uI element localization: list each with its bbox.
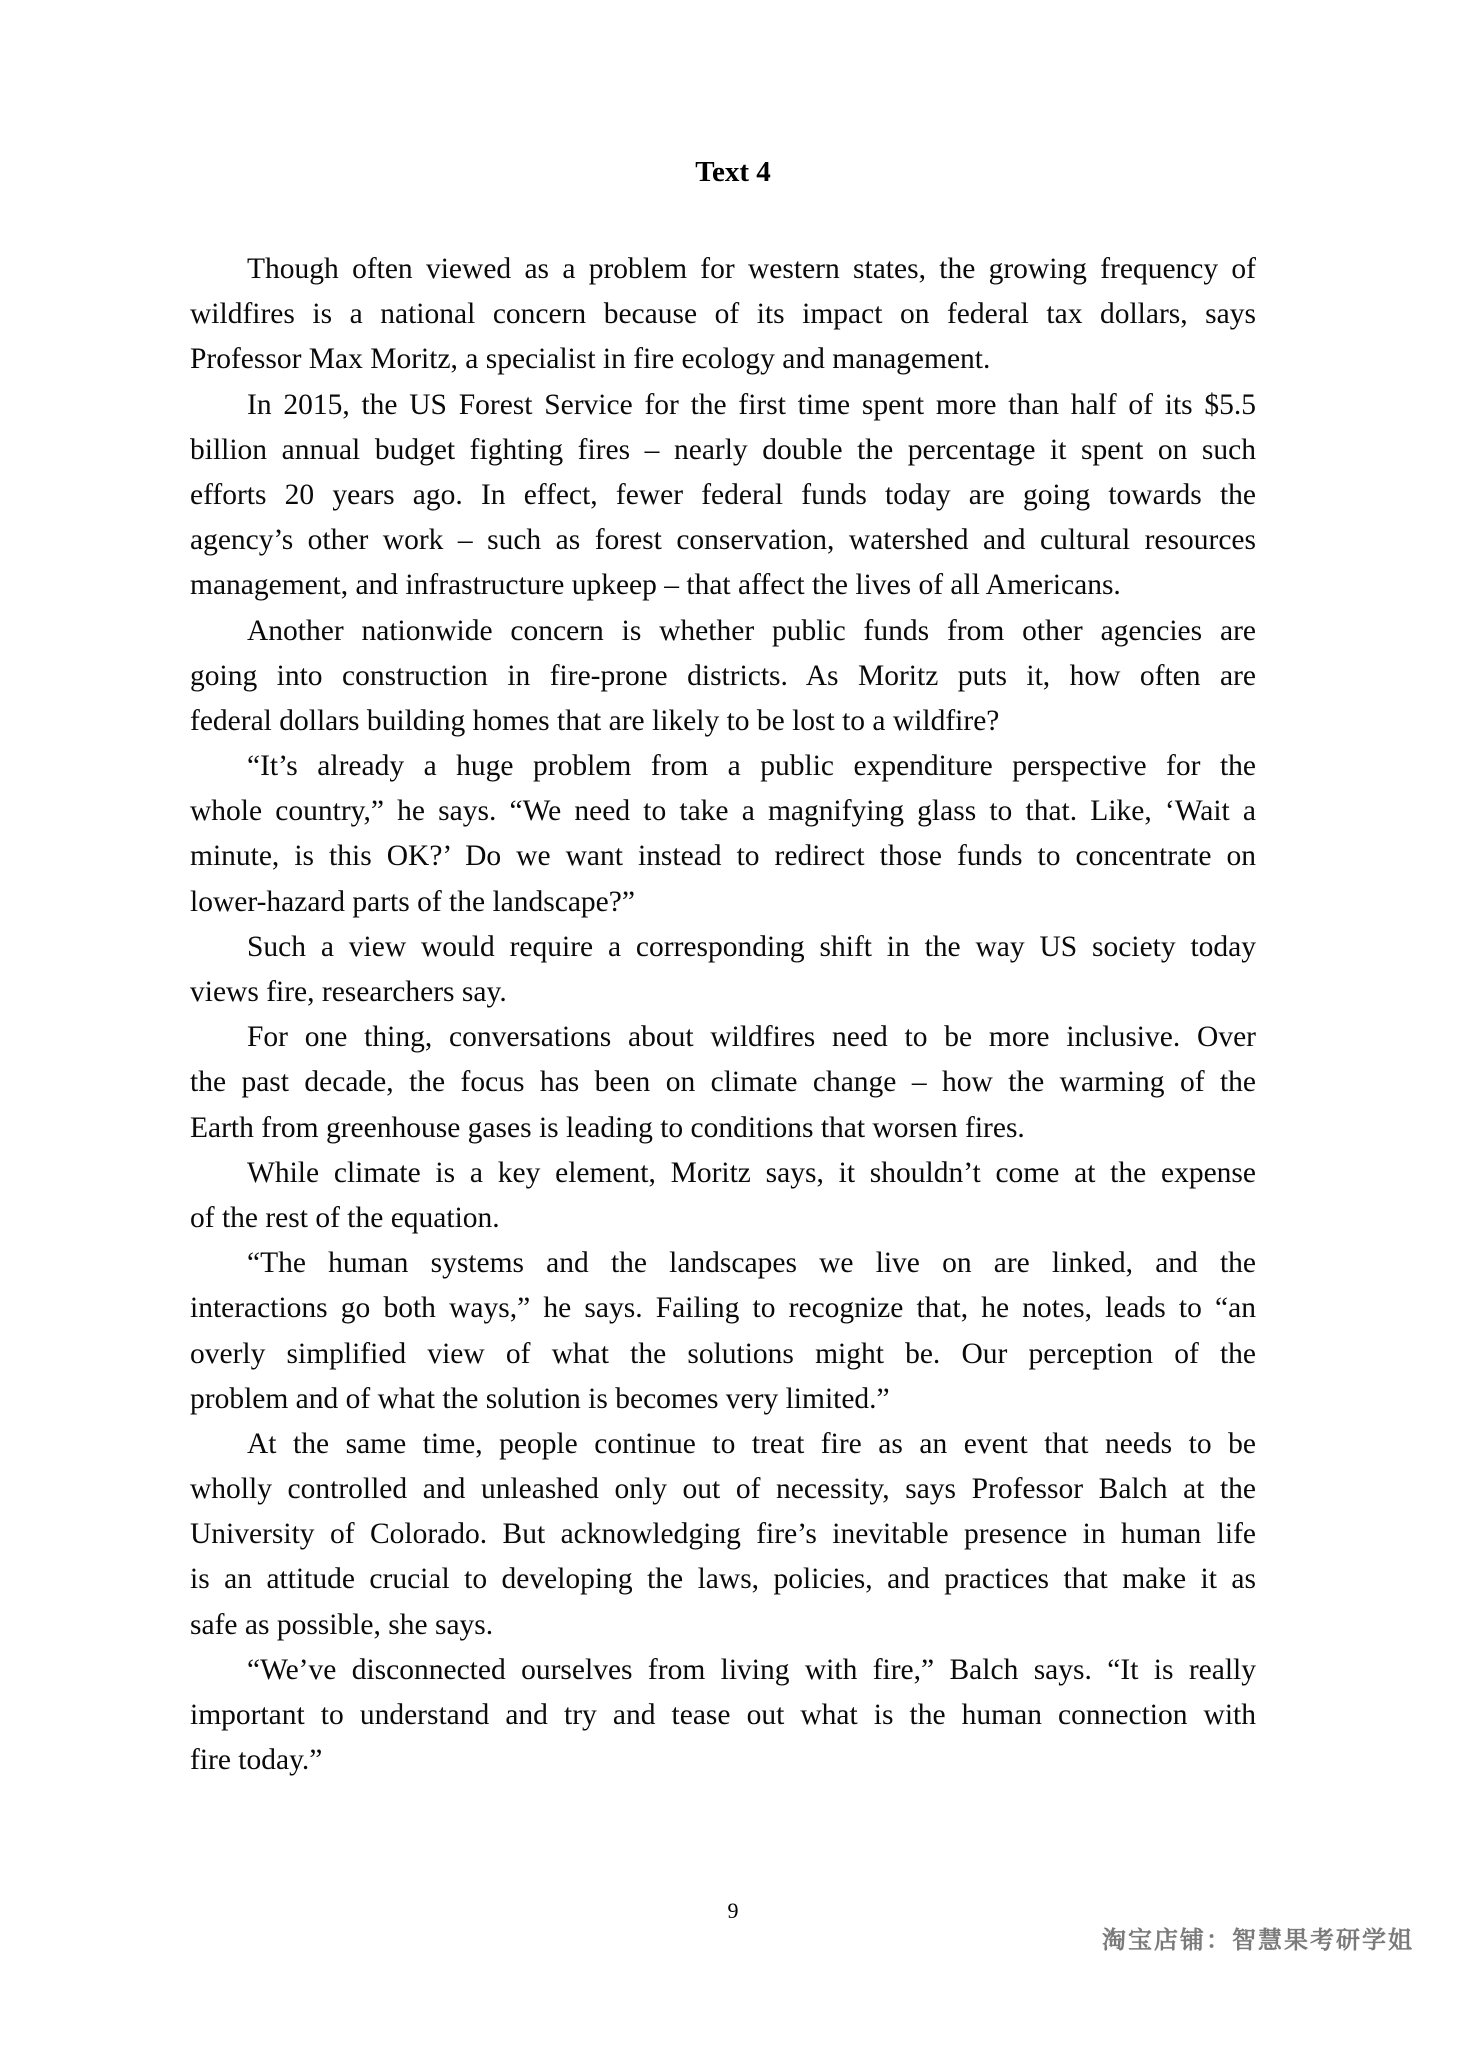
text-line-content: the past decade, the focus has been on climate change – how the warming of the	[190, 1066, 1256, 1099]
paragraph	[190, 247, 1256, 383]
text-line-content: is an attitude crucial to developing the laws, policies, and practices that make it as	[190, 1563, 1256, 1596]
text-line-content: management, and infrastructure upkeep – that affect the lives of all Americans.	[190, 569, 1121, 602]
text-line	[190, 1286, 1256, 1331]
text-line	[190, 1512, 1256, 1557]
text-line-content: efforts 20 years ago. In effect, fewer federal funds today are going towards the	[190, 478, 1256, 511]
text-line	[190, 337, 1256, 382]
text-line-content: While climate is a key element, Moritz says, it shouldn’t come at the expense	[247, 1156, 1256, 1189]
page-number: 9	[727, 1898, 739, 1923]
paragraph	[190, 1241, 1256, 1422]
text-line-content: important to understand and try and tease out what is the human connection with	[190, 1699, 1256, 1731]
text-line	[190, 1151, 1256, 1196]
paragraph	[190, 1151, 1256, 1241]
text-line	[190, 1060, 1256, 1105]
text-line-content: overly simplified view of what the solutions might be. Our perception of the	[190, 1337, 1256, 1370]
article-body	[190, 247, 1256, 1783]
text-line-content: of the rest of the equation.	[190, 1201, 500, 1234]
text-line	[190, 1241, 1256, 1286]
text-line	[190, 518, 1256, 563]
text-line	[190, 292, 1256, 337]
text-line-content: In 2015, the US Forest Service for the first time spent more than half of its $5.5	[247, 388, 1256, 421]
text-line	[190, 1196, 1256, 1241]
text-line	[190, 473, 1256, 518]
text-line	[190, 383, 1256, 428]
shop-watermark: 淘宝店铺：智慧果考研学姐	[1102, 1926, 1414, 1954]
text-line-content: wholly controlled and unleashed only out of necessity, says Professor Balch at the	[190, 1473, 1256, 1506]
text-line	[190, 654, 1256, 699]
paragraph	[190, 609, 1256, 745]
text-line	[190, 1015, 1256, 1060]
paragraph	[190, 1648, 1256, 1784]
text-line	[190, 1603, 1256, 1648]
text-line	[190, 699, 1256, 744]
paragraph	[190, 925, 1256, 1015]
text-line-content: fire today.”	[190, 1744, 323, 1777]
text-line-content: Earth from greenhouse gases is leading to conditions that worsen fires.	[190, 1111, 1025, 1144]
text-line-content: “It’s already a huge problem from a public expenditure perspective for the	[247, 750, 1256, 783]
text-line	[190, 834, 1256, 879]
paragraph	[190, 1422, 1256, 1648]
text-line	[190, 970, 1256, 1015]
text-line-content: Though often viewed as a problem for western states, the growing frequency of	[247, 253, 1256, 285]
text-line-content: Another nationwide concern is whether public funds from other agencies are	[247, 614, 1256, 647]
text-line	[190, 1738, 1256, 1783]
text-line	[190, 1422, 1256, 1467]
text-line	[190, 744, 1256, 789]
text-line	[190, 789, 1256, 834]
text-line-content: federal dollars building homes that are likely to be lost to a wildfire?	[190, 704, 1000, 737]
text-line	[190, 1693, 1256, 1738]
text-line-content: problem and of what the solution is becomes very limited.”	[190, 1382, 890, 1415]
text-line-content: going into construction in fire-prone districts. As Moritz puts it, how often are	[190, 659, 1256, 692]
text-line	[190, 1377, 1256, 1422]
text-line	[190, 1467, 1256, 1512]
text-line	[190, 247, 1256, 292]
text-line	[190, 563, 1256, 608]
text-line	[190, 1557, 1256, 1602]
text-line-content: agency’s other work – such as forest conservation, watershed and cultural resources	[190, 524, 1256, 557]
text-line-content: billion annual budget fighting fires – nearly double the percentage it spent on such	[190, 433, 1256, 466]
text-line-content: Professor Max Moritz, a specialist in fire ecology and management.	[190, 343, 991, 376]
text-line-content: At the same time, people continue to treat fire as an event that needs to be	[247, 1427, 1256, 1460]
paragraph	[190, 744, 1256, 925]
text-line	[190, 1648, 1256, 1693]
text-line	[190, 609, 1256, 654]
text-line-content: “We’ve disconnected ourselves from living with fire,” Balch says. “It is really	[247, 1653, 1256, 1686]
paragraph	[190, 1015, 1256, 1151]
text-line	[190, 1106, 1256, 1151]
text-line-content: “The human systems and the landscapes we live on are linked, and the	[247, 1247, 1256, 1280]
text-line-content: wildfires is a national concern because of its impact on federal tax dollars, says	[190, 298, 1256, 331]
text-line-content: Such a view would require a corresponding shift in the way US society today	[247, 930, 1256, 963]
text-line-content: For one thing, conversations about wildfires need to be more inclusive. Over	[247, 1021, 1256, 1054]
text-line-content: minute, is this OK?’ Do we want instead to redirect those funds to concentrate on	[190, 840, 1256, 873]
text-line	[190, 1332, 1256, 1377]
text-line-content: safe as possible, she says.	[190, 1608, 494, 1641]
text-line-content: whole country,” he says. “We need to take a magnifying glass to that. Like, ‘Wait a	[190, 795, 1256, 828]
text-line-content: views fire, researchers say.	[190, 976, 507, 1008]
text-line-content: University of Colorado. But acknowledging fire’s inevitable presence in human life	[190, 1518, 1256, 1551]
document-title: Text 4	[695, 156, 771, 188]
text-line	[190, 428, 1256, 473]
text-line-content: lower-hazard parts of the landscape?”	[190, 885, 635, 918]
text-line	[190, 880, 1256, 925]
text-line	[190, 925, 1256, 970]
text-line-content: interactions go both ways,” he says. Failing to recognize that, he notes, leads to “an	[190, 1292, 1256, 1325]
paragraph	[190, 383, 1256, 609]
